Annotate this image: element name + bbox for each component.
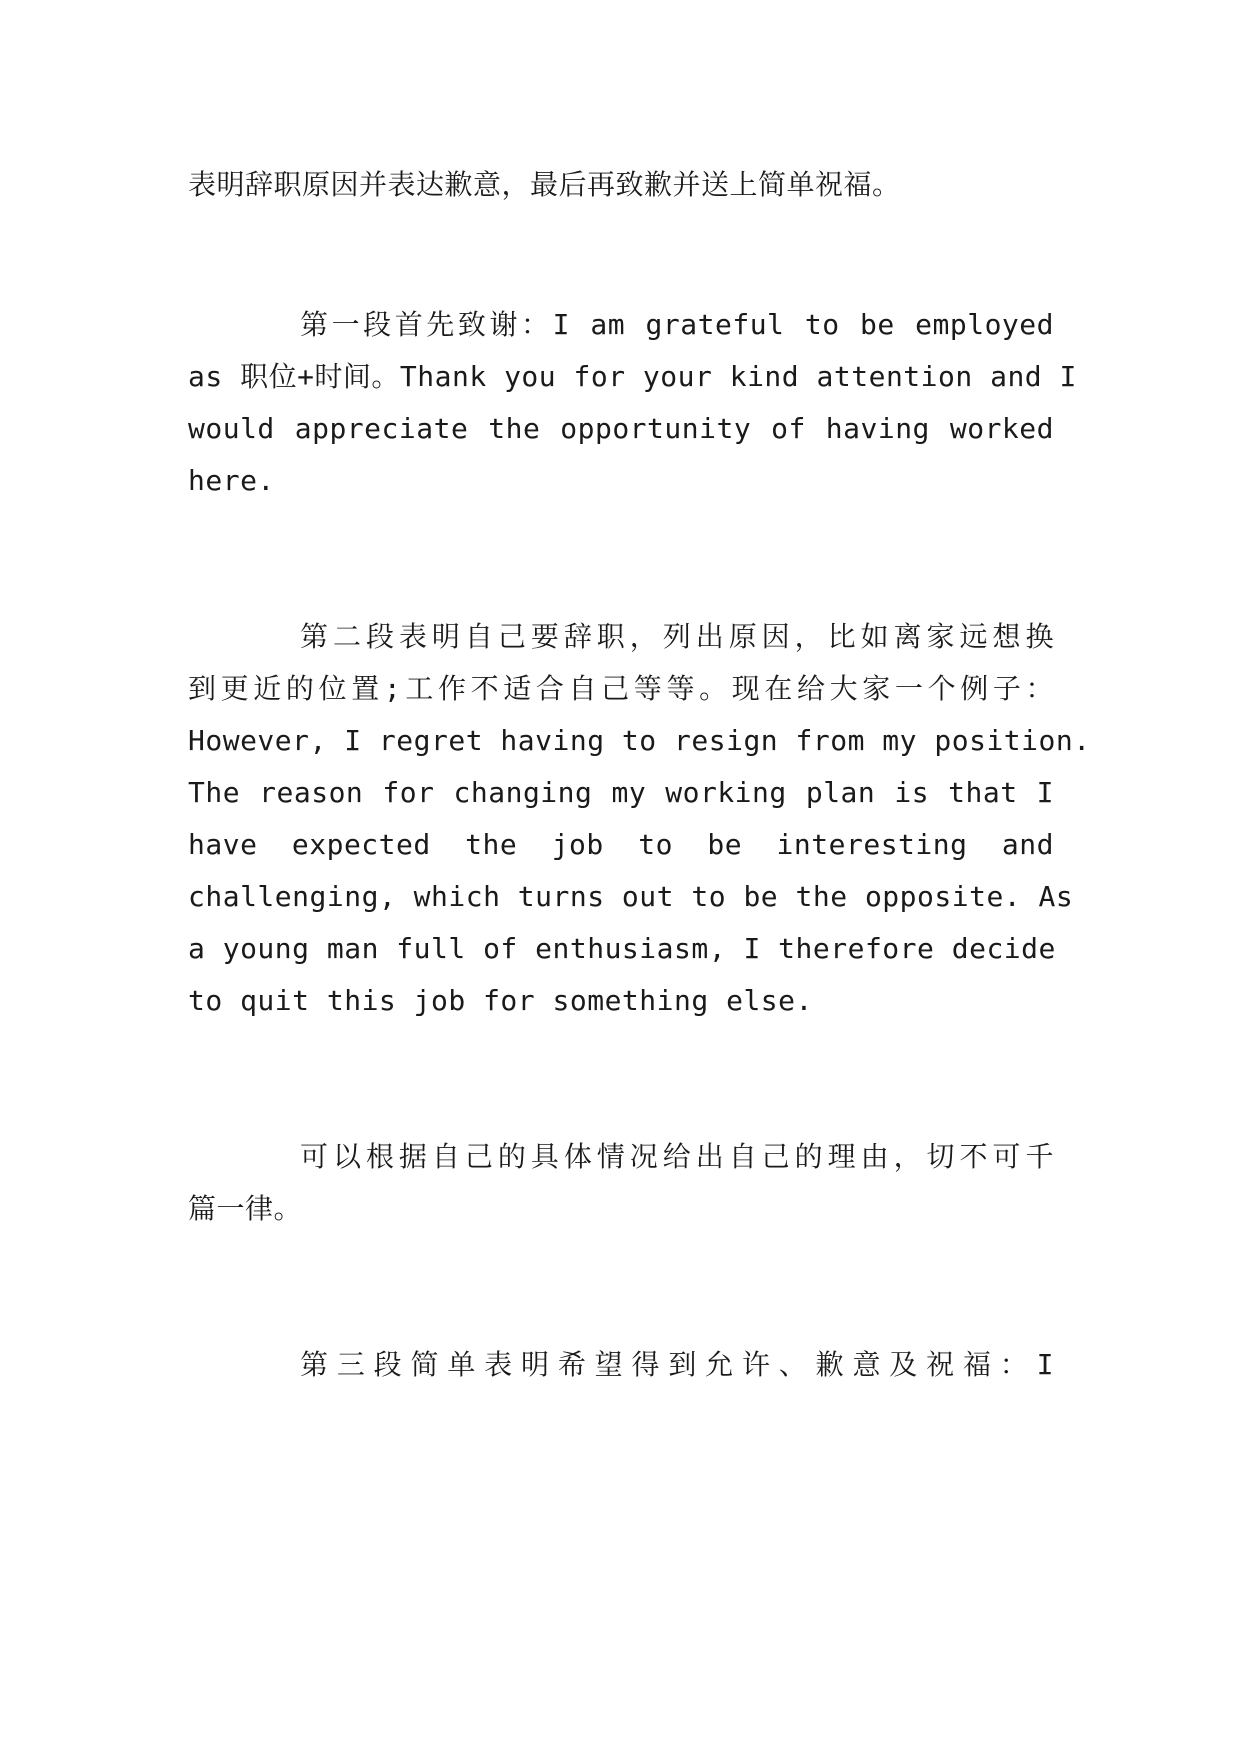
para2-line-2: 到更近的位置;工作不适合自己等等。现在给大家一个例子： bbox=[188, 672, 1054, 705]
para4-line-1: 第三段简单表明希望得到允许、歉意及祝福：I bbox=[300, 1348, 1054, 1381]
para2-line-7: a young man full of enthusiasm, I therefore decide bbox=[188, 932, 1056, 965]
intro-line: 表明辞职原因并表达歉意，最后再致歉并送上简单祝福。 bbox=[188, 168, 901, 201]
para3-line-1: 可以根据自己的具体情况给出自己的理由，切不可千 bbox=[300, 1140, 1054, 1173]
para3-line-2: 篇一律。 bbox=[188, 1192, 303, 1225]
para1-line-1: 第一段首先致谢：I am grateful to be employed bbox=[300, 308, 1054, 341]
para2-line-4: The reason for changing my working plan is that I bbox=[188, 776, 1054, 809]
para1-line-2: as 职位+时间。Thank you for your kind attention and I bbox=[188, 360, 1077, 393]
para1-line-3: would appreciate the opportunity of having worked bbox=[188, 412, 1054, 445]
para2-line-5: have expected the job to be interesting and bbox=[188, 828, 1054, 861]
para2-line-1: 第二段表明自己要辞职，列出原因，比如离家远想换 bbox=[300, 620, 1054, 653]
para2-line-8: to quit this job for something else. bbox=[188, 984, 813, 1017]
para2-line-6: challenging, which turns out to be the opposite. As bbox=[188, 880, 1074, 913]
para2-line-3: However, I regret having to resign from my position. bbox=[188, 724, 1091, 757]
para1-line-4: here. bbox=[188, 464, 275, 497]
